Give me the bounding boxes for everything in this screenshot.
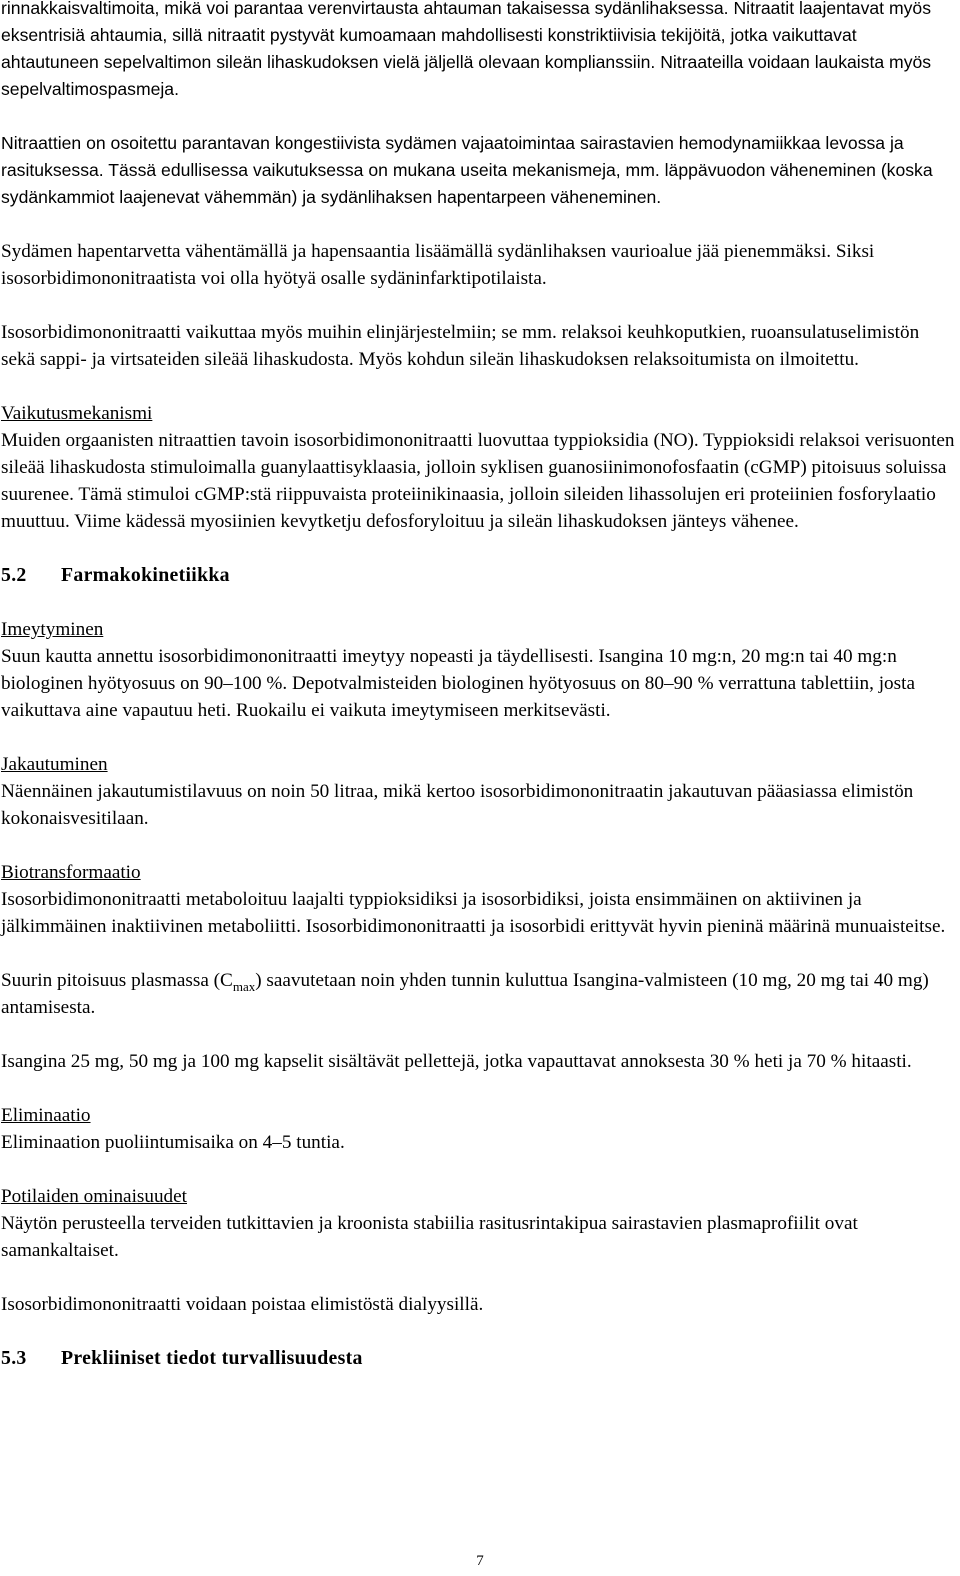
distribution-text: Näennäinen jakautumistilavuus on noin 50 litraa, mikä kertoo isosorbidimononitraatin jakautuvan pääasiassa elimistön kokonaisvesitilaan. — [1, 781, 914, 829]
section-heading-5-3 — [1, 1345, 956, 1372]
section-number: 5.2 — [1, 564, 27, 586]
biotransformation-section — [1, 859, 956, 940]
document-page — [1, 0, 956, 1372]
dialysis-paragraph: Isosorbidimononitraatti voidaan poistaa elimistöstä dialyysillä. — [1, 1294, 484, 1315]
section-heading-5-2 — [1, 562, 956, 589]
patients-text: Näytön perusteella terveiden tutkittavien ja kroonista stabiilia rasitusrintakipua sairastavien plasmaprofiilit ovat samankaltaiset. — [1, 1213, 858, 1261]
capsules-paragraph: Isangina 25 mg, 50 mg ja 100 mg kapselit sisältävät pellettejä, jotka vapauttavat annoksesta 30 % heti ja 70 % hitaasti. — [1, 1051, 912, 1072]
page-number: 7 — [476, 1553, 484, 1569]
absorption-text: Suun kautta annettu isosorbidimononitraatti imeytyy nopeasti ja täydellisesti. Isangina 10 mg:n, 20 mg:n tai 40 mg:n biologinen hyötyosuus on 90–100 %. Depotvalmisteiden biologinen hyötyosuus on 80–90 % verrattuna tablettiin, josta vaikuttava aine vapautuu heti. Ruokailu ei vaikuta imeytymiseen merkitsevästi. — [1, 646, 915, 721]
paragraph-other-organs: Isosorbidimononitraatti vaikuttaa myös muihin elinjärjestelmiin; se mm. relaksoi keuhkoputkien, ruoansulatuselimistön sekä sappi- ja virtsateiden sileää lihaskudosta. Myös kohdun sileän lihaskudoksen relaksoitumista on ilmoitettu. — [1, 322, 920, 370]
mechanism-text: Muiden orgaanisten nitraattien tavoin isosorbidimononitraatti luovuttaa typpioksidia (NO). Typpioksidi relaksoi verisuonten sileää lihaskudosta stimuloimalla guanylaattisyklaasia, jolloin syklisen guanosiinimonofosfaatin (cGMP) pitoisuus soluissa suurenee. Tämä stimuloi cGMP:stä riippuvaista proteiinikinaasia, jolloin sileiden lihassolujen eri proteiinien fosforylaatio muuttuu. Viime kädessä myosiinien kevytketju defosforyloituu ja sileän lihaskudoksen jänteys vähenee. — [1, 430, 955, 532]
section-title: Prekliiniset tiedot turvallisuudesta — [61, 1347, 363, 1369]
biotransformation-heading: Biotransformaatio — [1, 862, 141, 883]
distribution-heading: Jakautuminen — [1, 754, 108, 775]
absorption-heading: Imeytyminen — [1, 619, 104, 640]
elimination-text: Eliminaation puoliintumisaika on 4–5 tuntia. — [1, 1132, 345, 1153]
paragraph-heart-failure: Nitraattien on osoitettu parantavan kongestiivista sydämen vajaatoimintaa sairastavien hemodynamiikkaa levossa ja rasituksessa. Tässä edullisessa vaikutuksessa on mukana useita mekanismeja, mm. läppävuodon väheneminen (koska sydänkammiot laajenevat vähemmän) ja sydänlihaksen hapentarpeen väheneminen. — [1, 133, 933, 207]
paragraph-oxygen-demand: Sydämen hapentarvetta vähentämällä ja hapensaantia lisäämällä sydänlihaksen vaurioalue jää pienemmäksi. Siksi isosorbidimononitraatista voi olla hyötyä osalle sydäninfarktipotilaista. — [1, 241, 875, 289]
cmax-paragraph — [1, 967, 956, 1021]
section-number: 5.3 — [1, 1347, 27, 1369]
absorption-section — [1, 616, 956, 724]
elimination-heading: Eliminaatio — [1, 1105, 91, 1126]
cmax-text-after: ) saavutetaan noin yhden tunnin kuluttua Isangina-valmisteen (10 mg, 20 mg tai 40 mg) antamisesta. — [1, 970, 929, 1018]
elimination-section — [1, 1102, 956, 1156]
section-title: Farmakokinetiikka — [61, 564, 230, 586]
mechanism-heading: Vaikutusmekanismi — [1, 403, 153, 424]
mechanism-section — [1, 400, 956, 535]
biotransformation-text: Isosorbidimononitraatti metaboloituu laajalti typpioksidiksi ja isosorbidiksi, joista ensimmäinen on aktiivinen ja jälkimmäinen inaktiivinen metaboliitti. Isosorbidimononitraatti ja isosorbidi erittyvät hyvin pieninä määrinä munuaisteitse. — [1, 889, 946, 937]
cmax-subscript: max — [232, 978, 256, 994]
paragraph-coronary-dilation: rinnakkaisvaltimoita, mikä voi parantaa verenvirtausta ahtauman takaisessa sydänlihaksessa. Nitraatit laajentavat myös eksentrisiä ahtaumia, sillä nitraatit pystyvät kumoamaan mahdollisesti konstriktiivisia tekijöitä, jotka vaikuttavat ahtautuneen sepelvaltimon sileän lihaskudoksen vielä jäljellä olevaan komplianssiin. Nitraateilla voidaan laukaista myös sepelvaltimospasmeja. — [1, 0, 932, 99]
cmax-text-before: Suurin pitoisuus plasmassa (C — [1, 970, 233, 991]
patients-heading: Potilaiden ominaisuudet — [1, 1186, 187, 1207]
patients-section — [1, 1183, 956, 1264]
distribution-section — [1, 751, 956, 832]
